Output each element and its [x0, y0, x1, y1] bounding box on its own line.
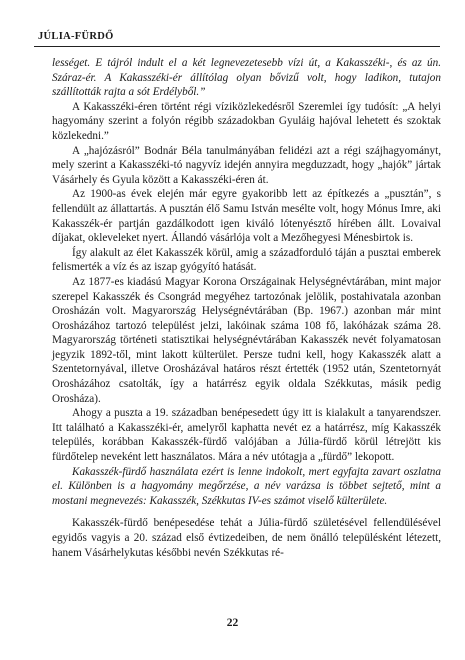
paragraph: A Kakasszéki-éren történt régi víziközlekedésről Szeremlei így tudósít: „A helyi hagyomány szerint a folyón régibb századokban Gyuláig hajóval lehetett és szoktak közlekedni.” — [52, 100, 441, 142]
paragraph: Kakasszék-fürdő használata ezért is lenne indokolt, mert egyfajta zavart oszlatna el. Különben is a hagyomány megőrzése, a név varázsa is többet sejtető, mint a mostani megnevezés: Kakasszék, Székkutas IV-es számot viselő külterülete. — [52, 465, 441, 507]
body-text — [52, 56, 441, 560]
running-header: JÚLIA-FÜRDŐ — [38, 31, 114, 42]
page-number: 22 — [226, 617, 239, 629]
paragraph: lességet. E tájról indult el a két legnevezetesebb vízi út, a Kakasszéki-, és az ún. Száraz-ér. A Kakasszéki-ér állítólag olyan bővizű volt, hogy ladikon, tutajon szállították rajta a sót Erdélyből.” — [52, 57, 441, 99]
paragraph: Az 1877-es kiadású Magyar Korona Országainak Helységnévtárában, mint major szerepel Kakasszék és Csongrád megyéhez tartozónak jelölik, postahivatala azonban Orosházán volt. Magyarország Helységnévtárában (Bp. 1967.) azonban már mint Orosházához tartozó települést jelzi, lakóinak száma 108 fő, lakóházak száma 28. Magyarország történeti statisztikai helységnévtárában Kakasszék nevét folyamatosan jegyzik 1892-től, mint lakott külterület. Persze tudni kell, hogy Kakasszék alatt a Szentetornyával, illetve Orosházával határos részt értették (1952 után, Szentetornyát Orosházához csatolták, így a határrész egyik oldala Székkutas, másik pedig Orosháza). — [52, 275, 441, 405]
paragraph: A „hajózásról” Bodnár Béla tanulmányában felidézi azt a régi szájhagyományt, mely szerint a Kakasszéki-tó nagyvíz idején annyira megduzzadt, hogy „hajók” jártak Vásárhely és Gyula között a Kakasszéki-éren át. — [52, 144, 441, 186]
paragraph: Kakasszék-fürdő benépesedése tehát a Júlia-fürdő születésével fellendülésével egyidős vagyis a 20. század első évtizedeiben, de nem önálló településként létezett, hanem Vásárhelykutas későbbi nevén Székkutas ré- — [52, 517, 441, 559]
paragraph: Így alakult az élet Kakasszék körül, amig a századforduló táján a pusztai emberek felismerték a víz és az iszap gyógyító hatását. — [52, 246, 441, 274]
paragraph: Ahogy a puszta a 19. században benépesedett úgy itt is kialakult a tanyarendszer. Itt található a Kakasszéki-ér, amelyről kaphatta nevét ez a határrész, míg Kakasszék település, korábban Kakasszék-fürdő valójában a Júlia-fürdő körül létrejött kis fürdőtelep neveként lett használatos. Mára a név utótagja a „fürdő” lekopott. — [52, 407, 441, 464]
paragraph: Az 1900-as évek elején már egyre gyakoribb lett az építkezés a „pusztán”, s fellendült az állattartás. A pusztán élő Samu István mesélte volt, hogy Mónus Imre, aki Kakasszék-ér partján gazdálkodott igen kiváló lótenyésztő hírében állt. Lovaival díjakat, okleveleket nyert. Állandó vásárlója volt a Mezőhegyesi Ménesbirtok is. — [52, 188, 441, 245]
header-rule — [34, 46, 440, 47]
